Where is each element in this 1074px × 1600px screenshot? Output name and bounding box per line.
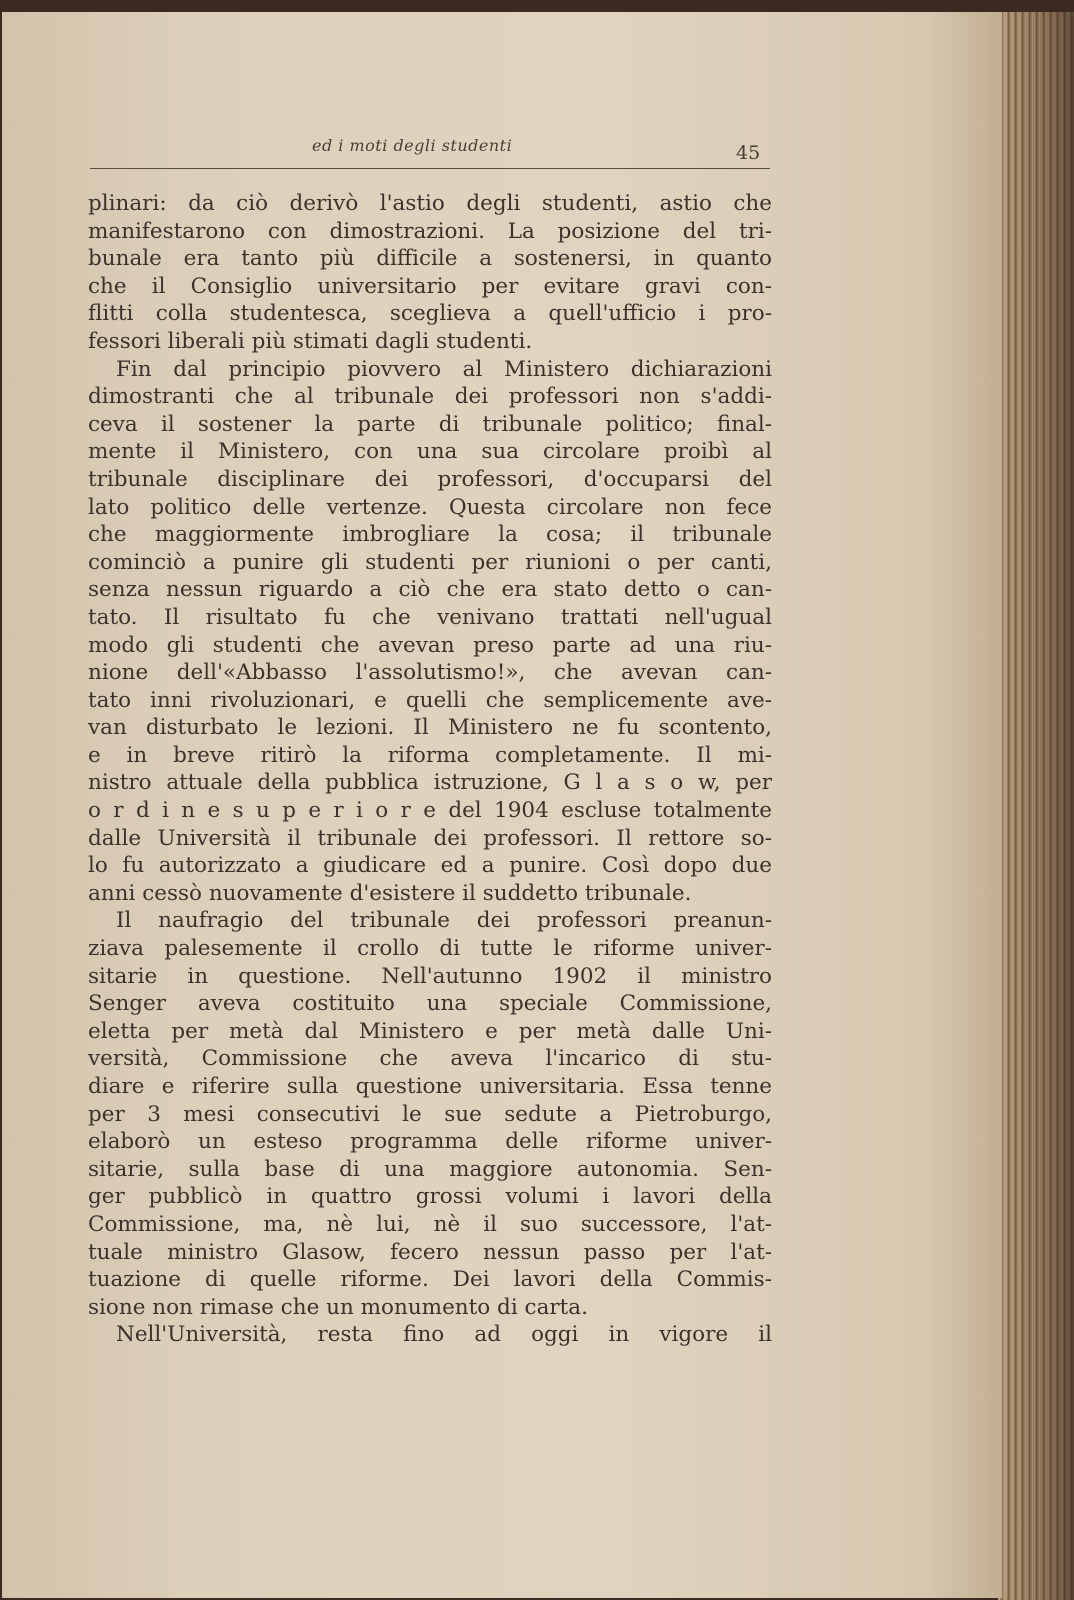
text-line: flitti colla studentesca, sceglieva a quell'ufficio i pro- [88,301,772,327]
text-line: Nell'Università, resta fino ad oggi in vigore il [116,1322,772,1348]
text-line: e in breve ritirò la riforma completamente. Il mi- [88,742,772,768]
text-line: modo gli studenti che avevan preso parte ad una riu- [88,632,772,658]
text-line: sitarie in questione. Nell'autunno 1902 il ministro [88,963,772,989]
body-text [88,190,772,1349]
text-line: per 3 mesi consecutivi le sue sedute a Pietroburgo, [88,1101,772,1127]
text-line: sitarie, sulla base di una maggiore autonomia. Sen- [88,1156,772,1182]
text-line: manifestarono con dimostrazioni. La posizione del tri- [88,218,772,244]
text-line: Il naufragio del tribunale dei professori preanun- [116,908,772,934]
text-line: o r d i n e s u p e r i o r e del 1904 escluse totalmente [88,798,772,824]
text-line: versità, Commissione che aveva l'incarico di stu- [88,1046,772,1072]
text-line: dalle Università il tribunale dei professori. Il rettore so- [88,825,772,851]
text-line: Senger aveva costituito una speciale Commissione, [88,991,772,1017]
header-rule [90,168,770,169]
running-title: ed i moti degli studenti [312,136,513,155]
text-line: bunale era tanto più difficile a sostenersi, in quanto [88,246,772,272]
text-line: anni cessò nuovamente d'esistere il suddetto tribunale. [88,880,692,906]
text-line: sione non rimase che un monumento di carta. [88,1294,588,1320]
text-line: van disturbato le lezioni. Il Ministero ne fu scontento, [88,715,772,741]
text-line: fessori liberali più stimati dagli studenti. [88,328,533,354]
text-line: tato. Il risultato fu che venivano trattati nell'ugual [88,604,772,630]
text-line: tuazione di quelle riforme. Dei lavori della Commis- [88,1267,772,1293]
text-line: ceva il sostener la parte di tribunale politico; final- [88,411,772,437]
text-line: lo fu autorizzato a giudicare ed a punire. Così dopo due [88,853,772,879]
text-line: ziava palesemente il crollo di tutte le riforme univer- [88,936,772,962]
text-line: nione dell'«Abbasso l'assolutismo!», che avevan can- [88,660,772,686]
text-line: mente il Ministero, con una sua circolare proibì al [88,439,772,465]
scan-top-border [0,0,1074,12]
text-line: diare e riferire sulla questione universitaria. Essa tenne [88,1074,772,1099]
text-line: elaborò un esteso programma delle riforme univer- [88,1129,772,1155]
text-line: eletta per metà dal Ministero e per metà dalle Uni- [88,1018,772,1044]
text-line: tribunale disciplinare dei professori, d'occuparsi del [88,466,772,492]
text-line: che maggiormente imbrogliare la cosa; il tribunale [88,522,772,548]
text-line: tato inni rivoluzionari, e quelli che semplicemente ave- [88,687,772,713]
book-page-edges [998,10,1074,1600]
text-line: tuale ministro Glasow, fecero nessun passo per l'at- [88,1239,772,1265]
text-line: cominciò a punire gli studenti per riunioni o per canti, [88,549,772,575]
text-line: plinari: da ciò derivò l'astio degli studenti, astio che [88,191,772,216]
text-line: che il Consiglio universitario per evitare gravi con- [88,273,772,299]
text-line: Fin dal principio piovvero al Ministero dichiarazioni [116,356,772,382]
text-line: senza nessun riguardo a ciò che era stato detto o can- [88,577,772,603]
page-number: 45 [736,142,761,164]
text-line: dimostranti che al tribunale dei professori non s'addi- [88,384,772,410]
text-line: Commissione, ma, nè lui, nè il suo successore, l'at- [88,1211,772,1237]
text-line: nistro attuale della pubblica istruzione, G l a s o w, per [88,770,772,796]
text-line: lato politico delle vertenze. Questa circolare non fece [88,494,772,520]
text-line: ger pubblicò in quattro grossi volumi i lavori della [88,1184,772,1210]
page-header [90,126,770,186]
